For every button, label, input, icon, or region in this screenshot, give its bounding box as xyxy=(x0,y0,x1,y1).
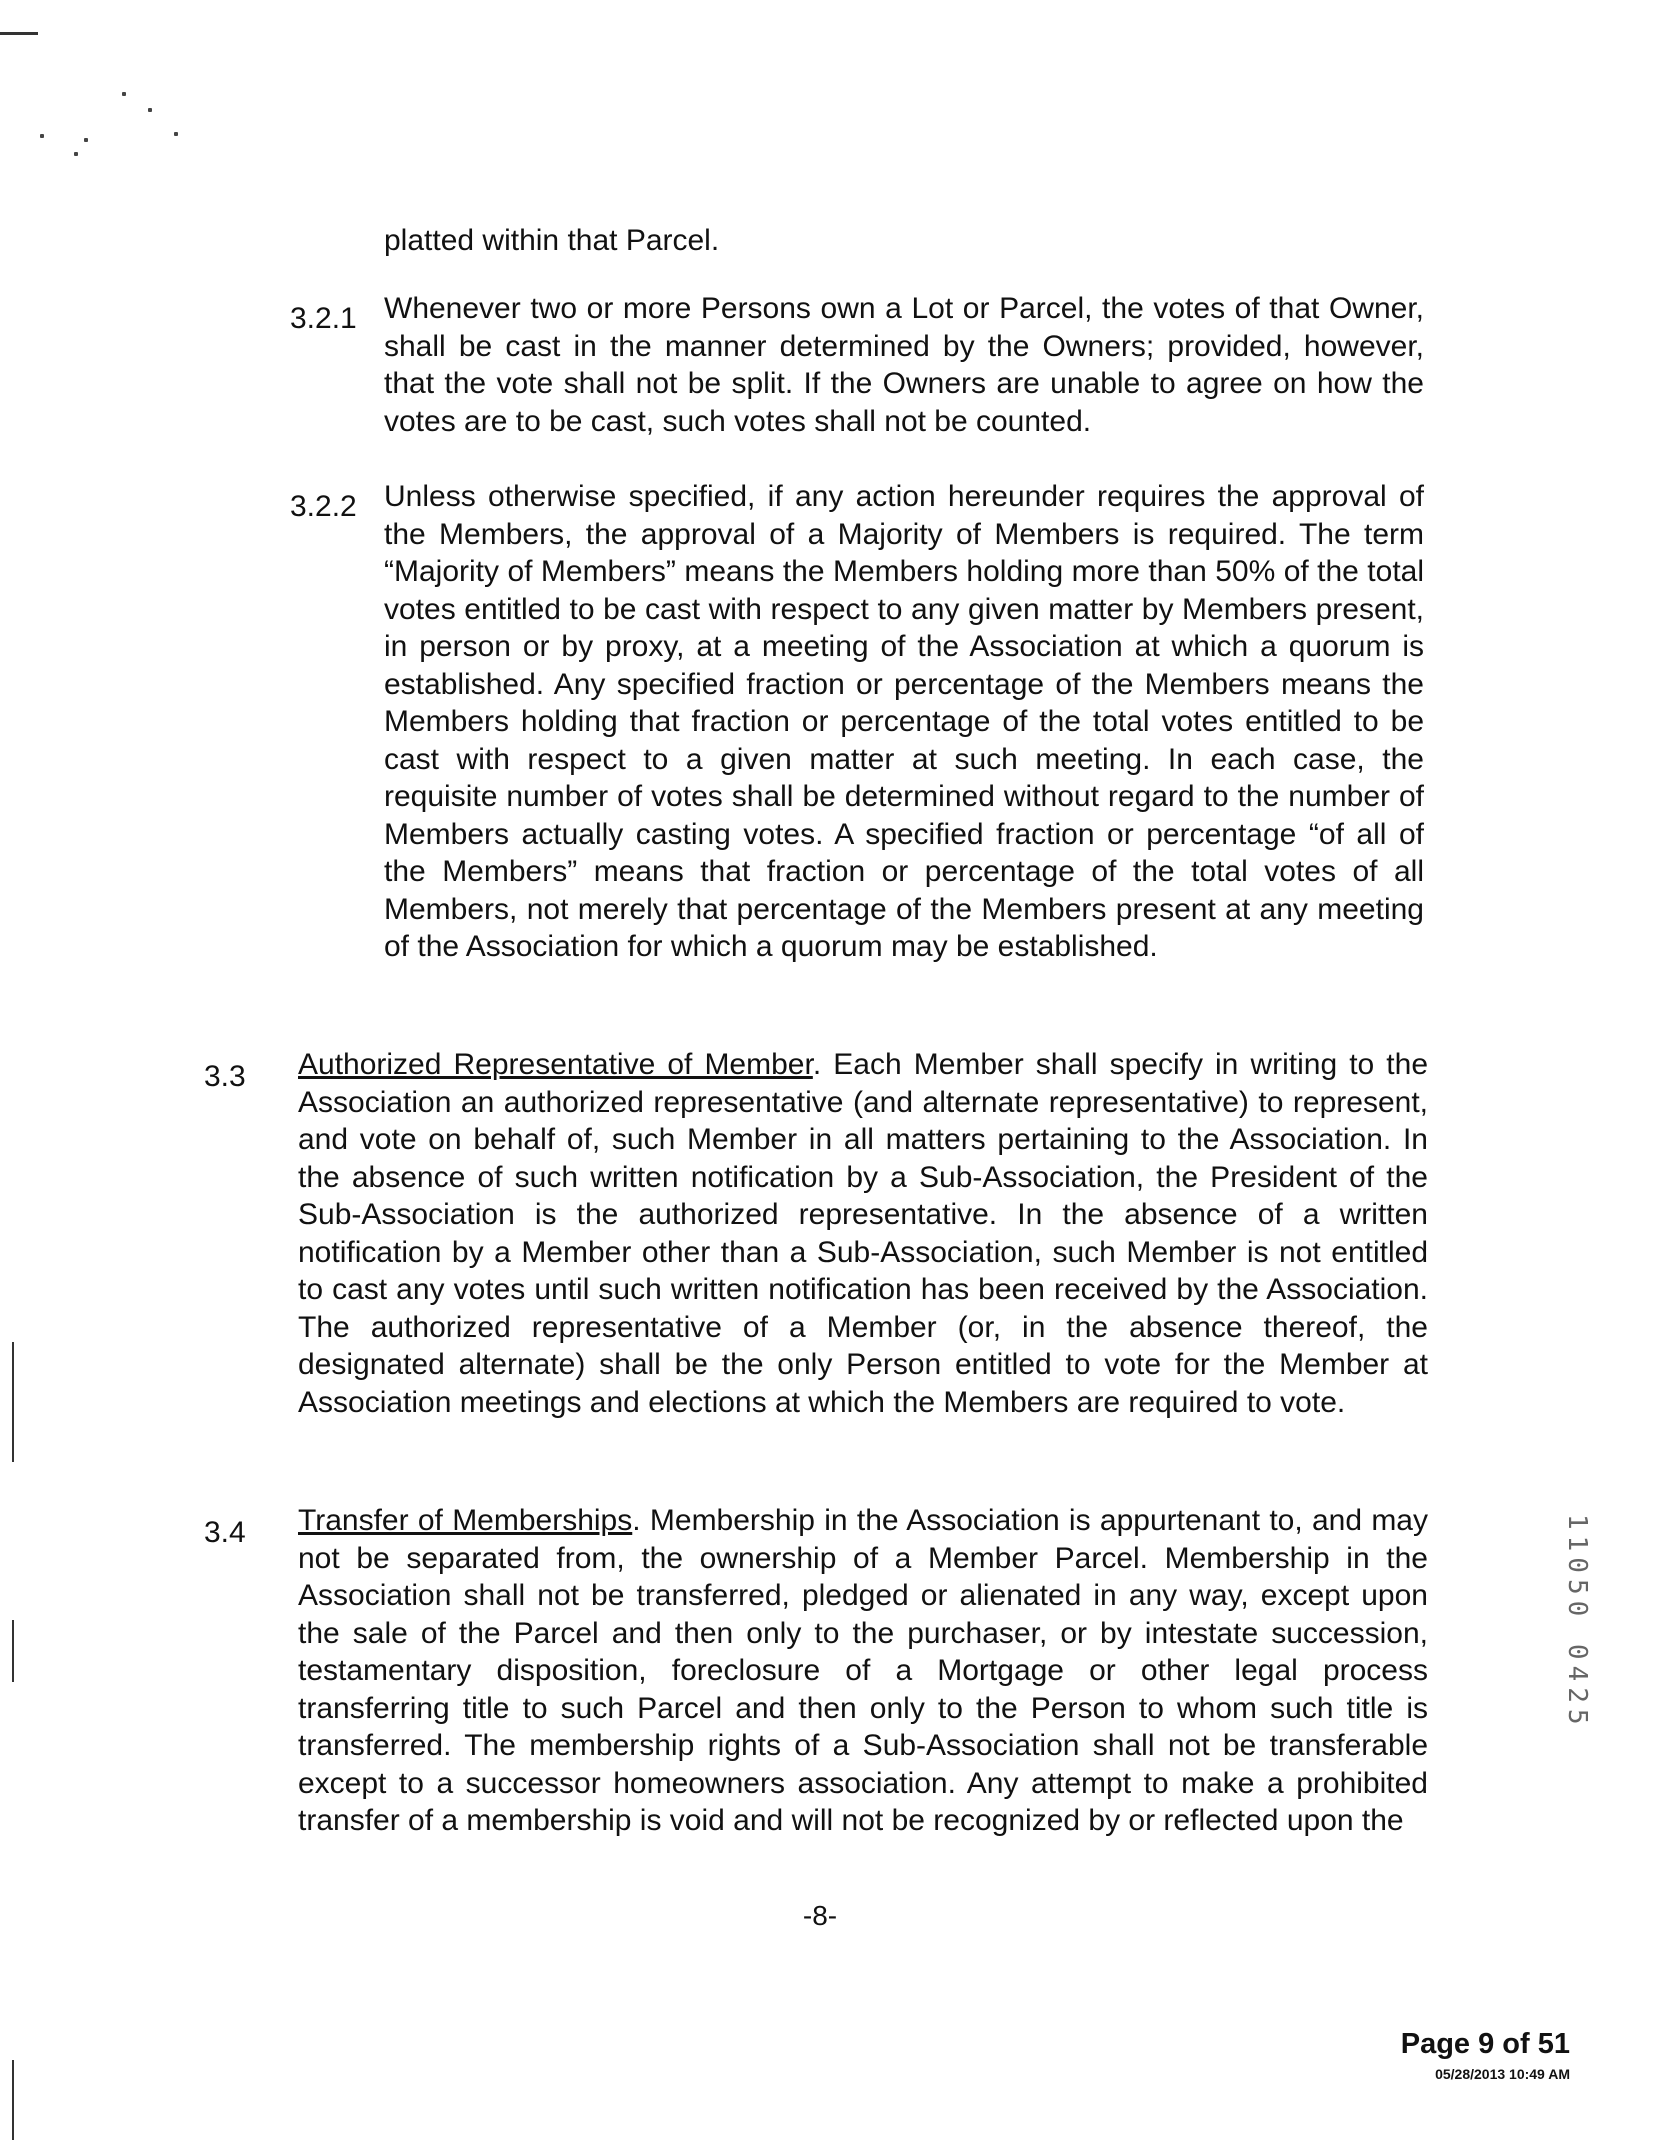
scan-dot xyxy=(174,132,178,136)
section-body: Membership in the Association is appurtenant to, and may not be separated from, the ownership of a Member Parcel. Membership in the Association shall not be transferred, pledged or alienated in any way, except upon the sale of the Parcel and then only to the purchaser, or by intestate succession, testamentary disposition, foreclosure of a Mortgage or other legal process transferring title to such Parcel and then only to the Person to whom such title is transferred. The membership rights of a Sub-Association shall not be transferable except to a successor homeowners association. Any attempt to make a prohibited transfer of a membership is void and will not be recognized by or reflected upon the xyxy=(298,1504,1428,1837)
footer-timestamp: 05/28/2013 10:49 AM xyxy=(1435,2066,1570,2082)
section-3-2-2-text xyxy=(384,478,1424,966)
scan-dot xyxy=(84,138,88,142)
side-stamp: 11050 0425 xyxy=(1562,1514,1592,1731)
continuation-text: platted within that Parcel. xyxy=(384,224,720,257)
section-3-2-1-text xyxy=(384,290,1424,440)
section-number: 3.3 xyxy=(204,1060,246,1093)
section-heading: Authorized Representative of Member xyxy=(298,1048,813,1081)
heading-period: . xyxy=(812,1048,834,1081)
section-3-4-text xyxy=(298,1502,1428,1840)
scan-dot xyxy=(40,134,44,138)
footer-page-label: Page 9 of 51 xyxy=(1400,2028,1570,2060)
section-number: 3.2.1 xyxy=(290,302,357,335)
section-heading: Transfer of Memberships xyxy=(298,1504,633,1537)
section-number: 3.2.2 xyxy=(290,490,357,523)
scan-mark xyxy=(0,32,38,35)
section-body: Each Member shall specify in writing to the Association an authorized representative (and alternate representative) to represent, and vote on behalf of, such Member in all matters pertaining to the Association. In the absence of such written notification by a Sub-Association, the President of the Sub-Association is the authorized representative. In the absence of a written notification by a Member other than a Sub-Association, such Member is not entitled to cast any votes until such written notification has been received by the Association. The authorized representative of a Member (or, in the absence thereof, the designated alternate) shall be the only Person entitled to vote for the Member at Association meetings and elections at which the Members are required to vote. xyxy=(298,1048,1428,1419)
scan-dot xyxy=(148,108,152,112)
section-body: Unless otherwise specified, if any action hereunder requires the approval of the Members, the approval of a Majority of Members is required. The term “Majority of Members” means the Members holding more than 50% of the total votes entitled to be cast with respect to any given matter by Members present, in person or by proxy, at a meeting of the Association at which a quorum is established. Any specified fraction or percentage of the Members means the Members holding that fraction or percentage of the total votes entitled to be cast with respect to a given matter at such meeting. In each case, the requisite number of votes shall be determined without regard to the number of Members actually casting votes. A specified fraction or percentage “of all of the Members” means that fraction or percentage of the total votes of all Members, not merely that percentage of the Members present at any meeting of the Association for which a quorum may be established. xyxy=(384,480,1424,963)
scan-margin-line xyxy=(12,1620,14,1682)
section-number: 3.4 xyxy=(204,1516,246,1549)
scan-margin-line xyxy=(12,1342,14,1462)
scan-dot xyxy=(122,92,126,96)
scan-margin-line xyxy=(12,2060,14,2140)
section-body: Whenever two or more Persons own a Lot or Parcel, the votes of that Owner, shall be cast in the manner determined by the Owners; provided, however, that the vote shall not be split. If the Owners are unable to agree on how the votes are to be cast, such votes shall not be counted. xyxy=(384,292,1424,438)
heading-period: . xyxy=(632,1504,650,1537)
section-3-3-text xyxy=(298,1046,1428,1421)
page-number: -8- xyxy=(802,1900,838,1931)
scan-dot xyxy=(74,152,78,156)
